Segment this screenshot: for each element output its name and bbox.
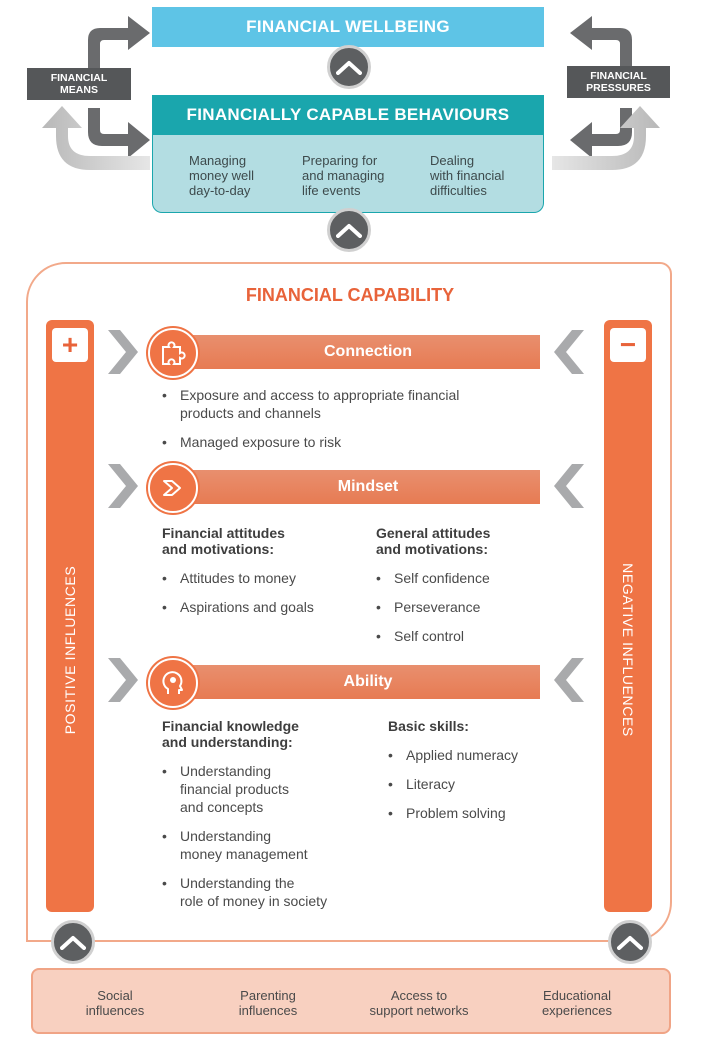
behaviour-item: Preparing for and managing life events — [302, 153, 385, 198]
financial-wellbeing-bar: FINANCIAL WELLBEING — [152, 7, 544, 47]
list-item: • Applied numeracy — [388, 746, 588, 764]
mindset-left — [162, 525, 362, 627]
chevron-left-icon — [554, 464, 584, 508]
connection-bar: Connection — [176, 335, 540, 369]
connection-list — [162, 386, 542, 462]
mindset-right — [376, 525, 576, 656]
list-item: • Self control — [376, 627, 576, 645]
list-item: • Problem solving — [388, 804, 588, 822]
list-item: • Managed exposure to risk — [162, 433, 542, 451]
list-item: • Understanding financial products and concepts — [162, 762, 372, 816]
mindset-bar: Mindset — [176, 470, 540, 504]
financial-pressures-label: FINANCIAL PRESSURES — [567, 66, 670, 98]
behaviour-item: Dealing with financial difficulties — [430, 153, 505, 198]
financially-capable-behaviours-bar: FINANCIALLY CAPABLE BEHAVIOURS — [152, 95, 544, 135]
mindset-left-heading: Financial attitudes and motivations: — [162, 525, 285, 557]
influence-item: Educational experiences — [541, 988, 613, 1018]
list-item: • Attitudes to money — [162, 569, 362, 587]
ability-left — [162, 718, 372, 921]
ability-left-heading: Financial knowledge and understanding: — [162, 718, 299, 750]
ability-right-heading: Basic skills: — [388, 718, 469, 734]
chevron-left-icon — [554, 658, 584, 702]
list-item: • Exposure and access to appropriate financial products and channels — [162, 386, 542, 422]
positive-influences-label: POSITIVE INFLUENCES — [62, 565, 78, 735]
negative-influences-label: NEGATIVE INFLUENCES — [620, 563, 636, 737]
list-item: • Understanding the role of money in society — [162, 874, 372, 910]
influence-item: Social influences — [85, 988, 145, 1018]
chevron-right-icon — [108, 330, 138, 374]
financial-capability-title: FINANCIAL CAPABILITY — [245, 285, 455, 305]
plus-icon: + — [52, 328, 88, 362]
list-item: • Understanding money management — [162, 827, 372, 863]
ability-right — [388, 718, 588, 833]
financial-means-label: FINANCIAL MEANS — [27, 68, 131, 100]
chevron-left-icon — [554, 330, 584, 374]
ability-bar: Ability — [176, 665, 540, 699]
influence-item: Parenting influences — [238, 988, 298, 1018]
mindset-arrow-icon — [148, 463, 198, 513]
chevron-up-icon — [51, 920, 95, 964]
chevron-right-icon — [108, 658, 138, 702]
external-influences-box — [31, 968, 671, 1034]
list-item: • Perseverance — [376, 598, 576, 616]
influence-item: Access to support networks — [369, 988, 469, 1018]
behaviour-item: Managing money well day-to-day — [189, 153, 255, 198]
chevron-up-icon — [608, 920, 652, 964]
list-item: • Literacy — [388, 775, 588, 793]
list-item: • Self confidence — [376, 569, 576, 587]
head-gears-icon — [148, 658, 198, 708]
mindset-right-heading: General attitudes and motivations: — [376, 525, 491, 557]
list-item: • Aspirations and goals — [162, 598, 362, 616]
puzzle-icon — [148, 328, 198, 378]
chevron-right-icon — [108, 464, 138, 508]
minus-icon: − — [610, 328, 646, 362]
